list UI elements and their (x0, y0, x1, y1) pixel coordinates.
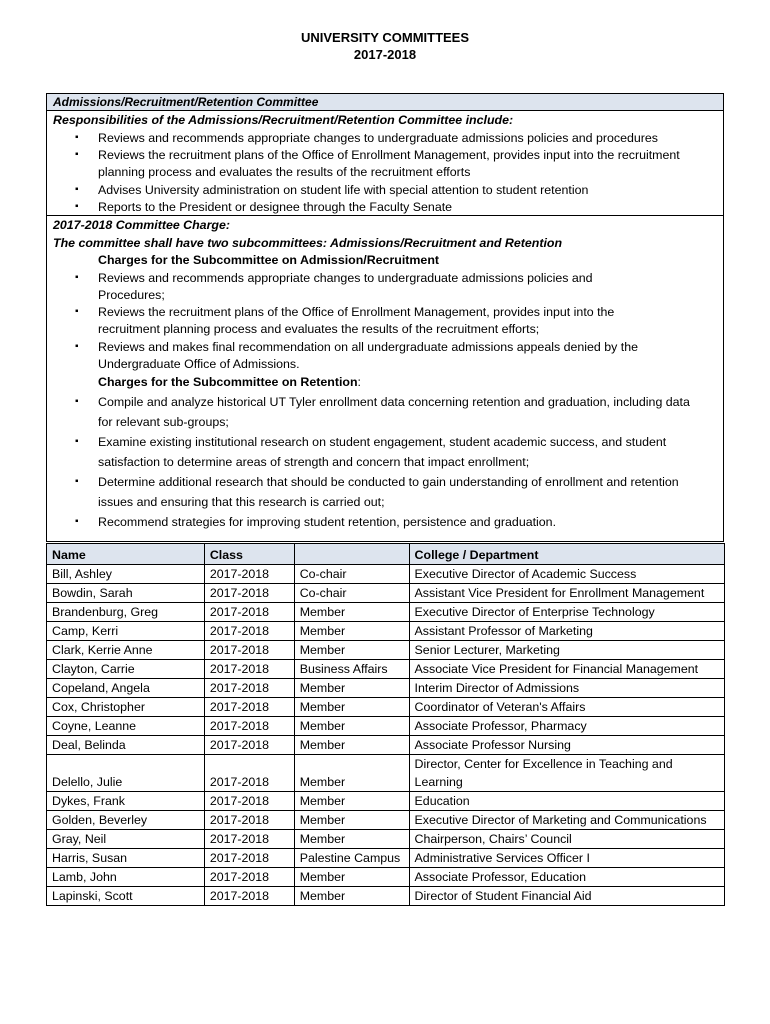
member-role: Member (294, 698, 409, 717)
table-row (47, 868, 725, 887)
member-department: Associate Professor, Education (409, 868, 724, 887)
member-name: Copeland, Angela (47, 679, 205, 698)
table-row (47, 660, 725, 679)
member-role: Member (294, 887, 409, 906)
bullet-icon: ▪ (75, 272, 79, 283)
member-role: Member (294, 811, 409, 830)
member-name: Deal, Belinda (47, 736, 205, 755)
member-class: 2017-2018 (204, 887, 294, 906)
member-department: Director, Center for Excellence in Teaching and Learning (409, 755, 724, 792)
subcommittee-retention-colon: : (357, 375, 361, 389)
member-department: Director of Student Financial Aid (409, 887, 724, 906)
member-name: Bowdin, Sarah (47, 584, 205, 603)
member-department: Interim Director of Admissions (409, 679, 724, 698)
admission-charge-item: Reviews and recommends appropriate changes to undergraduate admissions policies and (98, 271, 593, 285)
member-class: 2017-2018 (204, 622, 294, 641)
retention-charge-item: Determine additional research that should be conducted to gain understanding of enrollment and retention (98, 475, 679, 489)
member-department: Chairperson, Chairs’ Council (409, 830, 724, 849)
member-name: Delello, Julie (47, 755, 205, 792)
member-department: Administrative Services Officer I (409, 849, 724, 868)
member-class: 2017-2018 (204, 660, 294, 679)
member-department: Executive Director of Academic Success (409, 565, 724, 584)
members-table-body (47, 565, 725, 906)
retention-charge-item: Examine existing institutional research on student engagement, student academic success, and student (98, 435, 667, 449)
retention-charge-item-continued: satisfaction to determine areas of strength and concern that impact enrollment; (98, 455, 530, 469)
table-row (47, 792, 725, 811)
member-class: 2017-2018 (204, 641, 294, 660)
member-class: 2017-2018 (204, 603, 294, 622)
table-header-row (47, 544, 725, 565)
member-name: Lapinski, Scott (47, 887, 205, 906)
bullet-icon: ▪ (75, 184, 79, 195)
table-row (47, 698, 725, 717)
bullet-icon: ▪ (75, 341, 79, 352)
header-class: Class (204, 544, 294, 565)
member-role: Member (294, 603, 409, 622)
member-name: Lamb, John (47, 868, 205, 887)
subcommittee-admission-heading: Charges for the Subcommittee on Admission/Recruitment (98, 253, 440, 267)
table-row (47, 584, 725, 603)
subcommittee-retention-heading (98, 374, 361, 390)
table-row (47, 603, 725, 622)
header-role (294, 544, 409, 565)
admission-charge-item-continued: Undergraduate Office of Admissions. (98, 357, 300, 371)
bullet-icon: ▪ (75, 396, 79, 407)
table-row (47, 830, 725, 849)
member-role: Co-chair (294, 584, 409, 603)
member-class: 2017-2018 (204, 755, 294, 792)
table-row (47, 622, 725, 641)
member-role: Co-chair (294, 565, 409, 584)
responsibilities-heading: Responsibilities of the Admissions/Recruitment/Retention Committee include: (53, 113, 514, 127)
member-role: Member (294, 830, 409, 849)
charge-intro: The committee shall have two subcommittees: Admissions/Recruitment and Retention (53, 236, 563, 250)
member-name: Brandenburg, Greg (47, 603, 205, 622)
bullet-icon: ▪ (75, 132, 79, 143)
member-name: Golden, Beverley (47, 811, 205, 830)
document-title (0, 29, 770, 63)
member-name: Coyne, Leanne (47, 717, 205, 736)
member-role: Palestine Campus (294, 849, 409, 868)
member-role: Business Affairs (294, 660, 409, 679)
header-department: College / Department (409, 544, 724, 565)
committee-name: Admissions/Recruitment/Retention Committee (47, 94, 723, 111)
member-department: Associate Professor Nursing (409, 736, 724, 755)
member-role: Member (294, 641, 409, 660)
member-department: Assistant Vice President for Enrollment Management (409, 584, 724, 603)
member-name: Harris, Susan (47, 849, 205, 868)
committee-description-box (46, 93, 724, 542)
member-class: 2017-2018 (204, 717, 294, 736)
retention-charge-item-continued: for relevant sub-groups; (98, 415, 229, 429)
responsibility-item: Reviews the recruitment plans of the Office of Enrollment Management, provides input into the recruitment (98, 148, 680, 162)
member-name: Bill, Ashley (47, 565, 205, 584)
member-class: 2017-2018 (204, 792, 294, 811)
title-line-1: UNIVERSITY COMMITTEES (300, 30, 470, 45)
member-class: 2017-2018 (204, 698, 294, 717)
member-name: Clark, Kerrie Anne (47, 641, 205, 660)
member-role: Member (294, 792, 409, 811)
member-class: 2017-2018 (204, 811, 294, 830)
member-name: Camp, Kerri (47, 622, 205, 641)
member-department: Education (409, 792, 724, 811)
admission-charge-item-continued: Procedures; (98, 288, 165, 302)
responsibility-item: Reviews and recommends appropriate changes to undergraduate admissions policies and procedures (98, 131, 658, 145)
member-name: Dykes, Frank (47, 792, 205, 811)
responsibility-item-continued: planning process and evaluates the results of the recruitment efforts (98, 165, 471, 179)
table-row (47, 565, 725, 584)
member-department: Executive Director of Enterprise Technology (409, 603, 724, 622)
member-name: Cox, Christopher (47, 698, 205, 717)
admission-charge-item: Reviews and makes final recommendation on all undergraduate admissions appeals denied by the (98, 340, 639, 354)
member-department: Associate Professor, Pharmacy (409, 717, 724, 736)
member-department: Senior Lecturer, Marketing (409, 641, 724, 660)
member-name: Clayton, Carrie (47, 660, 205, 679)
table-row (47, 849, 725, 868)
member-class: 2017-2018 (204, 679, 294, 698)
member-class: 2017-2018 (204, 830, 294, 849)
member-class: 2017-2018 (204, 849, 294, 868)
section-divider (47, 215, 723, 216)
member-department: Coordinator of Veteran's Affairs (409, 698, 724, 717)
bullet-icon: ▪ (75, 476, 79, 487)
retention-charge-item: Recommend strategies for improving student retention, persistence and graduation. (98, 515, 557, 529)
member-class: 2017-2018 (204, 565, 294, 584)
responsibility-item: Reports to the President or designee through the Faculty Senate (98, 200, 453, 214)
title-line-2: 2017-2018 (353, 47, 417, 62)
bullet-icon: ▪ (75, 436, 79, 447)
member-role: Member (294, 868, 409, 887)
table-row (47, 641, 725, 660)
member-role: Member (294, 736, 409, 755)
member-role: Member (294, 755, 409, 792)
retention-charge-item: Compile and analyze historical UT Tyler enrollment data concerning retention and graduation, including data (98, 395, 690, 409)
table-row (47, 887, 725, 906)
table-row (47, 755, 725, 792)
member-name: Gray, Neil (47, 830, 205, 849)
members-table (46, 543, 725, 906)
bullet-icon: ▪ (75, 306, 79, 317)
member-role: Member (294, 622, 409, 641)
member-class: 2017-2018 (204, 584, 294, 603)
member-class: 2017-2018 (204, 736, 294, 755)
member-department: Assistant Professor of Marketing (409, 622, 724, 641)
table-row (47, 736, 725, 755)
table-row (47, 811, 725, 830)
member-role: Member (294, 717, 409, 736)
header-name: Name (47, 544, 205, 565)
subcommittee-retention-title: Charges for the Subcommittee on Retention (98, 375, 358, 389)
member-department: Associate Vice President for Financial Management (409, 660, 724, 679)
member-class: 2017-2018 (204, 868, 294, 887)
bullet-icon: ▪ (75, 516, 79, 527)
admission-charge-item: Reviews the recruitment plans of the Office of Enrollment Management, provides input into the (98, 305, 615, 319)
admission-charge-item-continued: recruitment planning process and evaluates the results of the recruitment efforts; (98, 322, 540, 336)
member-role: Member (294, 679, 409, 698)
member-department: Executive Director of Marketing and Communications (409, 811, 724, 830)
bullet-icon: ▪ (75, 201, 79, 212)
table-row (47, 717, 725, 736)
charge-heading: 2017-2018 Committee Charge: (53, 218, 230, 232)
bullet-icon: ▪ (75, 149, 79, 160)
retention-charge-item-continued: issues and ensuring that this research is carried out; (98, 495, 385, 509)
responsibility-item: Advises University administration on student life with special attention to student retention (98, 183, 589, 197)
table-row (47, 679, 725, 698)
